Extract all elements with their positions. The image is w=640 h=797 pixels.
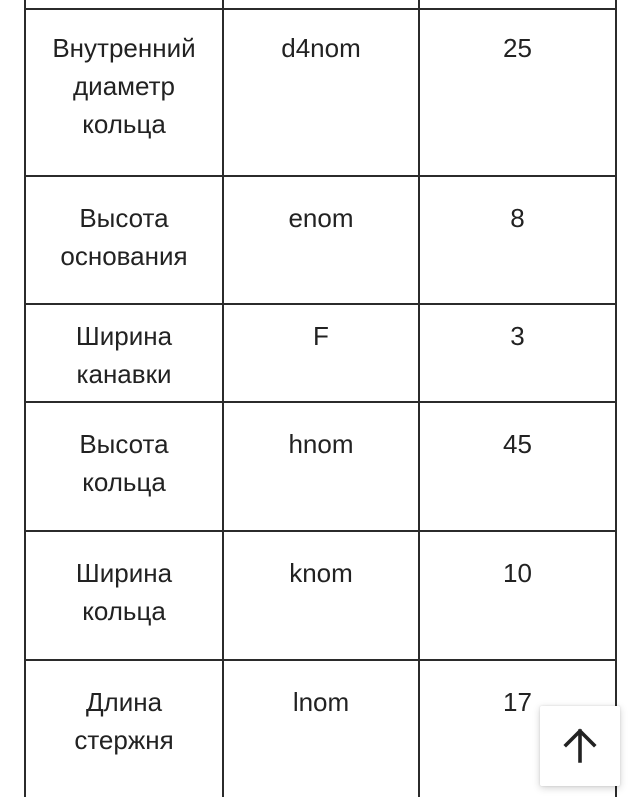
parameter-value: 45 (503, 429, 532, 459)
parameter-symbol: enom (288, 203, 354, 233)
parameter-value: 17 (503, 687, 532, 717)
parameter-name: Внутренний диаметр кольца (52, 33, 196, 139)
scroll-to-top-button[interactable] (540, 706, 620, 786)
parameter-value: 25 (503, 33, 532, 63)
parameter-symbol: d4nom (281, 33, 361, 63)
parameter-symbol-cell (223, 531, 419, 660)
parameter-value-cell (419, 402, 616, 531)
parameters-table (24, 0, 617, 797)
parameter-value-cell (419, 304, 616, 402)
table-row (25, 0, 616, 9)
parameter-symbol: knom (289, 558, 353, 588)
parameter-name-cell (25, 402, 223, 531)
table-row (25, 402, 616, 531)
parameter-value-cell (419, 531, 616, 660)
parameter-name: Ширина кольца (75, 558, 173, 626)
parameter-value-cell (419, 0, 616, 9)
parameter-symbol-cell (223, 176, 419, 304)
parameter-symbol: hnom (288, 429, 354, 459)
parameter-symbol-cell (223, 304, 419, 402)
parameter-symbol-cell (223, 660, 419, 797)
parameter-name: Высота основания (60, 203, 188, 271)
parameter-value: 10 (503, 558, 532, 588)
table-row (25, 660, 616, 797)
parameter-name-cell (25, 176, 223, 304)
parameter-value-cell (419, 176, 616, 304)
table-row (25, 304, 616, 402)
table-row (25, 176, 616, 304)
parameter-name-cell (25, 9, 223, 176)
parameter-value: 3 (510, 321, 525, 351)
parameter-name-cell (25, 0, 223, 9)
parameter-symbol: F (313, 321, 329, 351)
table-row (25, 531, 616, 660)
parameter-name: Длина стержня (74, 687, 174, 755)
parameter-name-cell (25, 531, 223, 660)
parameter-symbol-cell (223, 9, 419, 176)
parameter-name-cell (25, 660, 223, 797)
parameter-name: Высота кольца (79, 429, 169, 497)
table-row (25, 9, 616, 176)
parameter-name: Ширина канавки (75, 321, 173, 389)
parameter-name-cell (25, 304, 223, 402)
parameter-value: 8 (510, 203, 525, 233)
parameter-symbol-cell (223, 402, 419, 531)
parameter-value-cell (419, 9, 616, 176)
parameter-symbol: lnom (292, 687, 350, 717)
arrow-up-icon (562, 728, 598, 764)
parameter-symbol-cell (223, 0, 419, 9)
